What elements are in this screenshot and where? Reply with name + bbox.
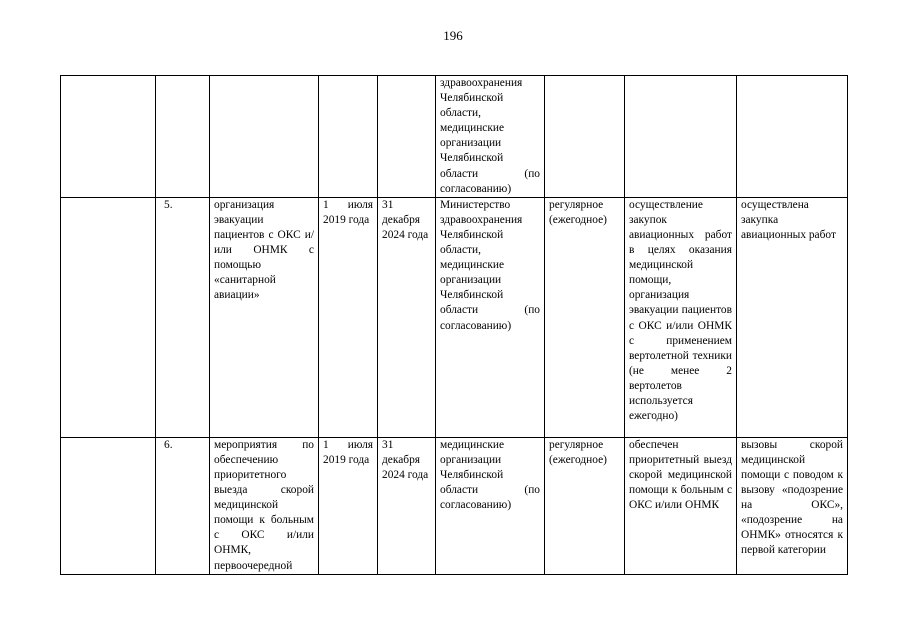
table-row [61,76,848,198]
frequency-cell [545,76,625,198]
measure-cell [210,76,319,198]
indicator-cell: вызовы скорой медицинской помощи с поводом к вызову «подозрение на ОКС», «подозрение на ОНМК» относятся к первой категории [737,437,848,574]
table-row [61,437,848,574]
start-date-cell: 1 июля 2019 года [319,437,378,574]
measures-table [60,75,848,575]
frequency-cell: регулярное (ежегодное) [545,197,625,437]
row-number-cell: 5. [156,197,210,437]
start-date-cell: 1 июля 2019 года [319,197,378,437]
indicator-cell: осуществлена закупка авиационных работ [737,197,848,437]
end-date-cell [378,76,436,198]
executor-cell: Министерство здравоохранения Челябинской области, медицинские организации Челябинской области (по согласованию) [436,197,545,437]
blank-column-cell [61,76,156,198]
frequency-cell: регулярное (ежегодное) [545,437,625,574]
row-number-cell [156,76,210,198]
table-row [61,197,848,437]
start-date-cell [319,76,378,198]
result-cell: обеспечен приоритетный выезд скорой медицинской помощи к больным с ОКС и/или ОНМК [625,437,737,574]
measure-cell: мероприятия по обеспечению приоритетного выезда скорой медицинской помощи к больным с ОКС и/или ОНМК, первоочередной [210,437,319,574]
end-date-cell: 31 декабря 2024 года [378,197,436,437]
end-date-cell: 31 декабря 2024 года [378,437,436,574]
measure-cell: организация эвакуации пациентов с ОКС и/или ОНМК с помощью «санитарной авиации» [210,197,319,437]
page-number: 196 [443,28,463,43]
executor-cell: здравоохранения Челябинской области, медицинские организации Челябинской области (по согласованию) [436,76,545,198]
blank-column-cell [61,197,156,437]
executor-cell: медицинские организации Челябинской области (по согласованию) [436,437,545,574]
indicator-cell [737,76,848,198]
result-cell [625,76,737,198]
blank-column-cell [61,437,156,574]
result-cell: осуществление закупок авиационных работ в целях оказания медицинской помощи, организация эвакуации пациентов с ОКС и/или ОНМК с применением вертолетной техники (не менее 2 вертолетов используется ежегодно) [625,197,737,437]
row-number-cell: 6. [156,437,210,574]
